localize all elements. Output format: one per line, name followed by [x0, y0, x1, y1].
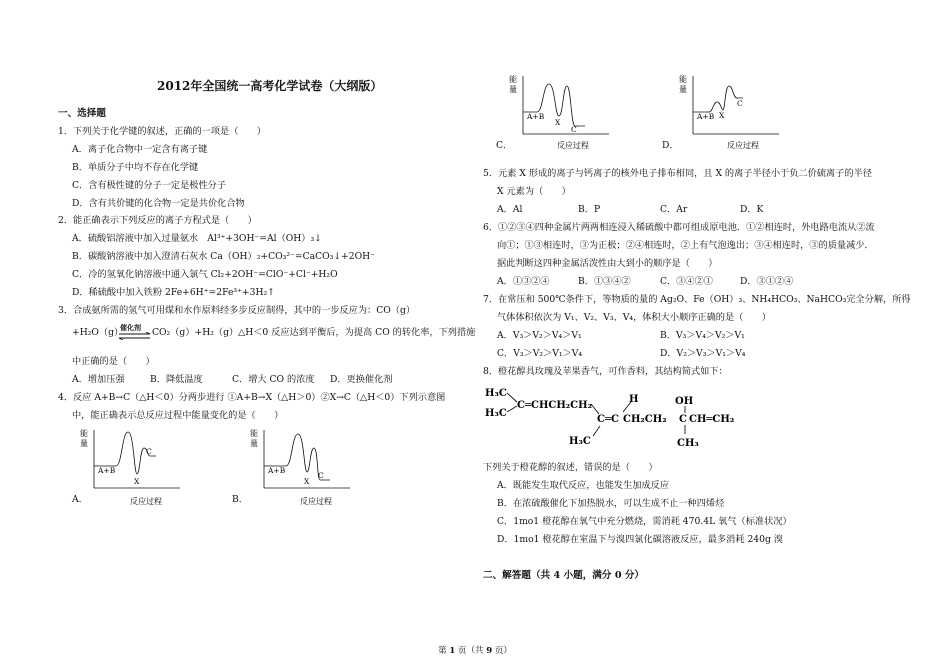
energy-graph-a — [76, 426, 186, 508]
q4-line1: 4．反应 A+B→C（△H＜0）分两步进行 ①A+B→X（△H＞0）②X→C（△H＜0）下列示意图 — [58, 392, 446, 403]
catalyst-label: 催化剂 — [120, 323, 141, 332]
graph-ylabel: 能 — [679, 75, 687, 84]
q3-line2a: +H₂O（g） — [72, 327, 124, 338]
q4-option-a: A． — [72, 494, 88, 505]
q4-option-d: D． — [662, 140, 679, 151]
graph-ylabel: 能 — [80, 429, 88, 438]
formula-oh: OH — [675, 396, 694, 407]
q4-option-b: B． — [232, 494, 248, 505]
graph-x-label: X — [555, 118, 561, 127]
graph-ylabel: 量 — [80, 439, 88, 448]
footer-middle: 页（共 — [455, 646, 487, 656]
q5-option-a: A．Al — [497, 204, 523, 215]
q1-option-c: C．含有极性键的分子一定是极性分子 — [72, 180, 227, 191]
graph-ab-label: A+B — [98, 466, 116, 475]
energy-graph-c — [505, 72, 615, 154]
graph-xlabel: 反应过程 — [557, 141, 589, 150]
q5-option-b: B．P — [578, 204, 601, 215]
graph-c-label: C — [146, 447, 152, 456]
graph-xlabel: 反应过程 — [130, 497, 162, 506]
formula-h3c-lower: H₃C — [569, 436, 591, 447]
q7-option-d: D．V₂＞V₃＞V₁＞V₄ — [660, 348, 746, 359]
q6-option-b: B．①③④② — [578, 276, 631, 287]
q5-line2: X 元素为（ ） — [497, 186, 571, 197]
formula-h3c-top: H₃C — [485, 388, 507, 399]
q6-line2: 向①；①③相连时，③为正极；②④相连时，②上有气泡逸出；③④相连时，③的质量减少． — [497, 240, 874, 251]
q6-line1: 6．①②③④四种金属片两两相连浸入稀硫酸中都可组成原电池．①②相连时，外电路电流从②流 — [483, 222, 875, 233]
q3-line1: 3．合成氨所需的氢气可用煤和水作原料经多步反应制得，其中的一步反应为：CO（g） — [58, 305, 416, 316]
q6-option-d: D．③①②④ — [740, 276, 794, 287]
q6-option-c: C．③④②① — [660, 276, 713, 287]
graph-ab-label: A+B — [527, 112, 545, 121]
q7-option-c: C．V₃＞V₂＞V₁＞V₄ — [497, 348, 583, 359]
footer-suffix: 页） — [492, 646, 512, 656]
graph-ylabel: 量 — [250, 439, 258, 448]
q6-line3: 据此判断这四种金属活泼性由大到小的顺序是（ ） — [497, 258, 718, 269]
formula-chain-2: CH₂CH₂ — [623, 414, 667, 425]
graph-xlabel: 反应过程 — [727, 141, 759, 150]
q3-option-d: D．更换催化剂 — [330, 374, 393, 385]
graph-ylabel: 量 — [679, 85, 687, 94]
q8-option-c: C．1mo1 橙花醇在氧气中充分燃烧，需消耗 470.4L 氧气（标准状况） — [497, 516, 792, 527]
q8-option-a: A．既能发生取代反应，也能发生加成反应 — [497, 480, 670, 491]
footer-total-pages: 9 — [486, 646, 493, 656]
graph-ylabel: 能 — [509, 75, 517, 84]
q2-option-a: A．硫酸铝溶液中加入过量氨水 Al³⁺+3OH⁻=Al（OH）₃↓ — [72, 233, 322, 244]
energy-graph-d — [675, 72, 785, 154]
q1-option-a: A．离子化合物中一定含有离子键 — [72, 144, 208, 155]
q2-option-b: B．碳酸钠溶液中加入澄清石灰水 Ca（OH）₂+CO₃²⁻=CaCO₃↓+2OH⁻ — [72, 251, 375, 262]
footer-page-number: 1 — [449, 646, 456, 656]
page-title: 2012年全国统一高考化学试卷（大纲版） — [157, 79, 383, 93]
q4-line2: 中，能正确表示总反应过程中能量变化的是（ ） — [72, 410, 284, 421]
q2-option-c: C．冷的氢氧化钠溶液中通入氯气 Cl₂+2OH⁻=ClO⁻+Cl⁻+H₂O — [72, 269, 338, 280]
q8-option-d: D．1mo1 橙花醇在室温下与溴四氯化碳溶液反应，最多消耗 240g 溴 — [497, 534, 783, 545]
equilibrium-arrow — [118, 332, 152, 340]
formula-chain-1: C═CHCH₂CH₂ — [517, 400, 592, 411]
q5-option-d: D．K — [740, 204, 764, 215]
q5-option-c: C．Ar — [660, 204, 688, 215]
graph-c-label: C — [737, 99, 743, 108]
q1-stem: 1．下列关于化学键的叙述，正确的一项是（ ） — [58, 126, 266, 137]
q7-line1: 7．在常压和 500℃条件下，等物质的量的 Ag₂O、Fe（OH）₃、NH₄HCO₃、NaHCO₃完全分解，所得 — [483, 294, 911, 305]
q1-option-b: B．单质分子中均不存在化学键 — [72, 162, 199, 173]
q5-line1: 5．元素 X 形成的离子与钙离子的核外电子排布相同，且 X 的离子半径小于负二价硫离子的半径 — [483, 168, 872, 179]
footer-prefix: 第 — [438, 646, 450, 656]
formula-h3c-bottom: H₃C — [485, 408, 507, 419]
q7-option-b: B．V₃＞V₄＞V₂＞V₁ — [660, 330, 745, 341]
section-answer-heading: 二、解答题（共 4 小题，满分 0 分） — [483, 570, 645, 581]
q1-option-d: D．含有共价键的化合物一定是共价化合物 — [72, 198, 245, 209]
graph-ab-label: A+B — [697, 112, 715, 121]
graph-ylabel: 能 — [250, 429, 258, 438]
energy-graph-b — [246, 426, 356, 508]
formula-h: H — [629, 394, 639, 405]
formula-quaternary-c: C — [679, 414, 687, 425]
graph-ab-label: A+B — [268, 466, 286, 475]
q7-line2: 气体体积依次为 V₁、V₂、V₃、V₄，体积大小顺序正确的是（ ） — [497, 312, 771, 323]
graph-x-label: X — [134, 477, 140, 486]
q3-option-a: A．增加压强 — [72, 374, 125, 385]
q3-option-c: C．增大 CO 的浓度 — [232, 374, 315, 385]
graph-c-label: C — [571, 125, 577, 134]
q6-option-a: A．①③②④ — [497, 276, 550, 287]
formula-ch3: CH₃ — [677, 438, 699, 449]
q3-option-b: B．降低温度 — [150, 374, 203, 385]
q2-stem: 2．能正确表示下列反应的离子方程式是（ ） — [58, 215, 257, 226]
page-footer — [0, 644, 950, 656]
q4-option-c: C． — [496, 140, 513, 151]
graph-xlabel: 反应过程 — [300, 497, 332, 506]
q3-line2b: CO₂（g）+H₂（g）△H＜0 反应达到平衡后，为提高 CO 的转化率，下列措施 — [152, 327, 476, 338]
structural-formula — [483, 384, 743, 456]
section-choice-heading: 一、选择题 — [58, 108, 106, 119]
graph-c-label: C — [318, 471, 324, 480]
graph-ylabel: 量 — [509, 85, 517, 94]
q3-line3: 中正确的是（ ） — [72, 356, 155, 367]
graph-x-label: X — [304, 477, 310, 486]
graph-x-label: X — [719, 111, 725, 120]
q7-option-a: A．V₃＞V₂＞V₄＞V₁ — [497, 330, 582, 341]
formula-vinyl: CH═CH₂ — [689, 414, 735, 425]
q8-option-b: B．在浓硫酸催化下加热脱水，可以生成不止一种四烯烃 — [497, 498, 725, 509]
q8-question: 下列关于橙花醇的叙述，错误的是（ ） — [483, 462, 658, 473]
q8-stem: 8．橙花醇具玫瑰及苹果香气，可作香料，其结构简式如下： — [483, 366, 728, 377]
formula-cc-double: C═C — [597, 414, 619, 425]
q2-option-d: D．稀硫酸中加入铁粉 2Fe+6H⁺=2Fe³⁺+3H₂↑ — [72, 287, 275, 298]
